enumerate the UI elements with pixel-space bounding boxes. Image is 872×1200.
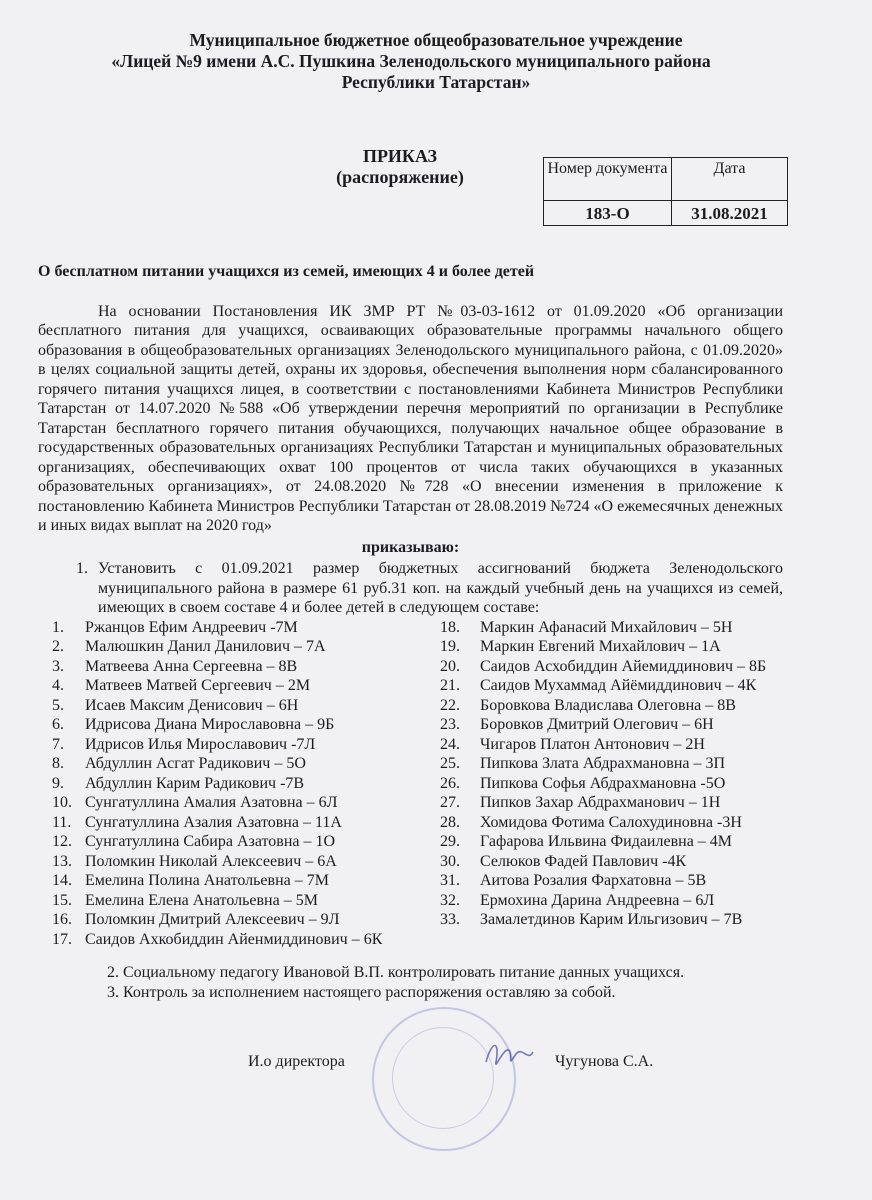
student-name: Замалетдинов Карим Ильгизович – 7В [480,911,743,928]
student-number: 17. [52,930,72,948]
handwritten-signature [478,1032,538,1082]
student-list-item [52,696,440,716]
document-body [38,0,783,1162]
student-number: 5. [52,696,64,714]
student-name: Идрисова Диана Мирославовна – 9Б [85,716,335,733]
title-main: ПРИКАЗ [362,146,438,166]
student-name: Поломкин Николай Алексеевич – 6А [85,852,337,870]
student-name: Ермохина Дарина Андреевна – 6Л [480,891,715,909]
order-subject: О бесплатном питании учащихся из семей, имеющих 4 и более детей [38,263,535,280]
student-name: Емелина Елена Анатольевна – 5М [85,891,318,909]
students-lists [38,618,783,950]
item-number: 1. [76,560,88,577]
student-number: 23. [440,716,460,733]
student-name: Малюшкин Данил Данилович – 7А [85,638,326,655]
student-list-item [52,754,440,774]
student-number: 14. [52,872,72,889]
student-number: 24. [440,735,460,753]
student-list-item [440,774,783,794]
student-name: Емелина Полина Анатольевна – 7М [85,872,329,889]
student-number: 19. [440,638,460,655]
title-sub: (распоряжение) [336,167,464,187]
student-name: Селюков Фадей Павлович -4К [480,852,687,870]
student-list-item [52,657,440,677]
student-list-item [52,793,440,813]
order-item-1: Установить с 01.09.2021 размер бюджетных ассигнований бюджета Зеленодольского муниципального района в размере 61 руб.31 коп. на каждый учебный день на учащихся из семей, имеющих в своем составе 4 и более детей в следующем составе: [98,560,783,616]
student-name: Матвеева Анна Сергеевна – 8В [85,657,298,675]
student-list-item [52,715,440,735]
student-list-item [440,793,783,813]
student-number: 30. [440,852,460,870]
order-items-2-3 [38,963,783,1002]
student-name: Абдуллин Асгат Радикович – 5О [85,755,306,772]
order-item-3: 3. Контроль за исполнением настоящего распоряжения оставляю за собой. [107,983,616,1001]
student-number: 22. [440,696,460,714]
student-name: Саидов Ахкобиддин Айенмиддинович – 6К [85,930,383,948]
preamble-paragraph: На основании Постановления ИК ЗМР РТ №03-03-1612 от 01.09.2020 «Об организации бесплатного питания для учащихся, осваивающих образовательные программы начального общего образования в общеобразовательных организациях Зеленодольского муниципального района, с 01.09.2020» в целях социальной защиты детей, охраны их здоровья, обеспечения выполнения норм сбалансированного горячего питания учащихся лицея, в соответствии с постановлениями Кабинета Министров Республики Татарстан от 14.07.2020 №588 «Об утверждении перечня мероприятий по организации в Республике Татарстан бесплатного горячего питания обучающихся, получающих начальное общее образование в государственных образовательных организациях Республики Татарстан и муниципальных образовательных организациях, обеспечивающих охват 100 процентов от числа таких обучающихся в указанных образовательных организациях», от 24.08.2020 №728 «О внесении изменения в приложение к постановлению Кабинета Министров Республики Татарстан от 28.08.2019 №724 «О ежемесячных денежных и иных видах выплат на 2020 год» [38,302,783,534]
student-number: 4. [52,677,64,694]
student-number: 16. [52,911,72,928]
signature-row [38,1032,783,1122]
student-list-item [52,676,440,696]
student-list-item [440,618,783,638]
student-name: Боровков Дмитрий Олегович – 6Н [480,716,714,733]
header-line: Республики Татарстан» [341,72,531,92]
student-number: 29. [440,833,460,850]
student-list-item [52,871,440,891]
signatory-name: Чугунова С.А. [555,1053,654,1070]
student-number: 12. [52,833,72,850]
student-number: 25. [440,755,460,772]
student-name: Хомидова Фотима Салохудиновна -3Н [480,813,742,831]
student-list-item [52,813,440,833]
student-name: Ржанцов Ефим Андреевич -7М [85,618,298,636]
student-name: Аитова Розалия Фархатовна – 5В [480,872,707,889]
students-list-left [52,618,440,950]
student-list-item [440,657,783,677]
student-name: Сунгатуллина Сабира Азатовна – 1О [85,833,336,850]
student-list-item [52,618,440,638]
header-line: Муниципальное бюджетное общеобразовательное учреждение [189,30,683,50]
student-number: 26. [440,774,460,792]
student-number: 6. [52,716,64,733]
student-list-item [52,910,440,930]
student-number: 11. [52,813,72,831]
student-name: Гафарова Ильвина Фидаилевна – 4М [480,833,733,850]
student-name: Саидов Асхобиддин Айемиддинович – 8Б [480,657,767,675]
student-number: 18. [440,618,460,636]
student-list-item [52,637,440,657]
student-number: 3. [52,657,64,675]
student-list-item [52,852,440,872]
student-name: Маркин Афанасий Михайлович – 5Н [480,618,733,636]
order-word: приказываю: [361,538,460,556]
student-number: 2. [52,638,64,655]
student-number: 9. [52,774,64,792]
student-number: 7. [52,735,64,753]
student-list-item [52,891,440,911]
student-number: 32. [440,891,460,909]
student-number: 33. [440,911,460,928]
student-name: Пипков Захар Абдрахманович – 1Н [480,794,721,811]
student-name: Исаев Максим Денисович – 6Н [85,696,299,714]
student-name: Сунгатуллина Амалия Азатовна – 6Л [85,794,338,811]
student-number: 15. [52,891,72,909]
student-number: 31. [440,872,460,889]
header-line: «Лицей №9 имени А.С. Пушкина Зеленодольского муниципального района [111,51,711,71]
doc-date: 31.08.2021 [672,201,788,226]
student-number: 28. [440,813,460,831]
student-list-item [52,774,440,794]
student-list-item [440,891,783,911]
student-name: Маркин Евгений Михайлович – 1А [480,638,721,655]
student-number: 13. [52,852,72,870]
student-name: Чигаров Платон Антонович – 2Н [480,735,705,753]
student-list-item [52,832,440,852]
student-number: 8. [52,755,64,772]
student-number: 1. [52,618,64,636]
student-name: Абдуллин Карим Радикович -7В [85,774,305,792]
student-name: Саидов Мухаммад Айёмиддинович – 4К [480,677,757,694]
student-list-item [52,735,440,755]
student-list-item [440,910,783,930]
student-list-item [440,754,783,774]
student-list-item [440,813,783,833]
student-name: Боровкова Владислава Олеговна – 8В [480,696,736,714]
signatory-position: И.о директора [248,1053,345,1070]
student-name: Матвеев Матвей Сергеевич – 2М [85,677,311,694]
student-list-item [440,637,783,657]
student-list-item [52,930,440,950]
student-number: 21. [440,677,460,694]
order-item-2: 2. Социальному педагогу Ивановой В.П. контролировать питание данных учащихся. [107,964,685,981]
doc-number-header: Номер документа [544,158,672,201]
student-number: 10. [52,794,72,811]
order-item-1-row [38,559,783,618]
student-list-item [440,696,783,716]
student-list-item [440,871,783,891]
student-list-item [440,832,783,852]
student-number: 27. [440,794,460,811]
student-list-item [440,735,783,755]
student-name: Пипкова Злата Абдрахмановна – 3П [480,755,726,772]
student-list-item [440,676,783,696]
student-list-item [440,852,783,872]
student-name: Идрисов Илья Мирославович -7Л [85,735,316,753]
student-name: Поломкин Дмитрий Алексеевич – 9Л [85,911,340,928]
student-name: Сунгатуллина Азалия Азатовна – 11А [85,813,342,831]
student-list-item [440,715,783,735]
student-number: 20. [440,657,460,675]
student-name: Пипкова Софья Абдрахмановна -5О [480,774,726,792]
students-list-right [440,618,783,950]
doc-number: 183-О [544,201,672,226]
doc-date-header: Дата [672,158,788,201]
